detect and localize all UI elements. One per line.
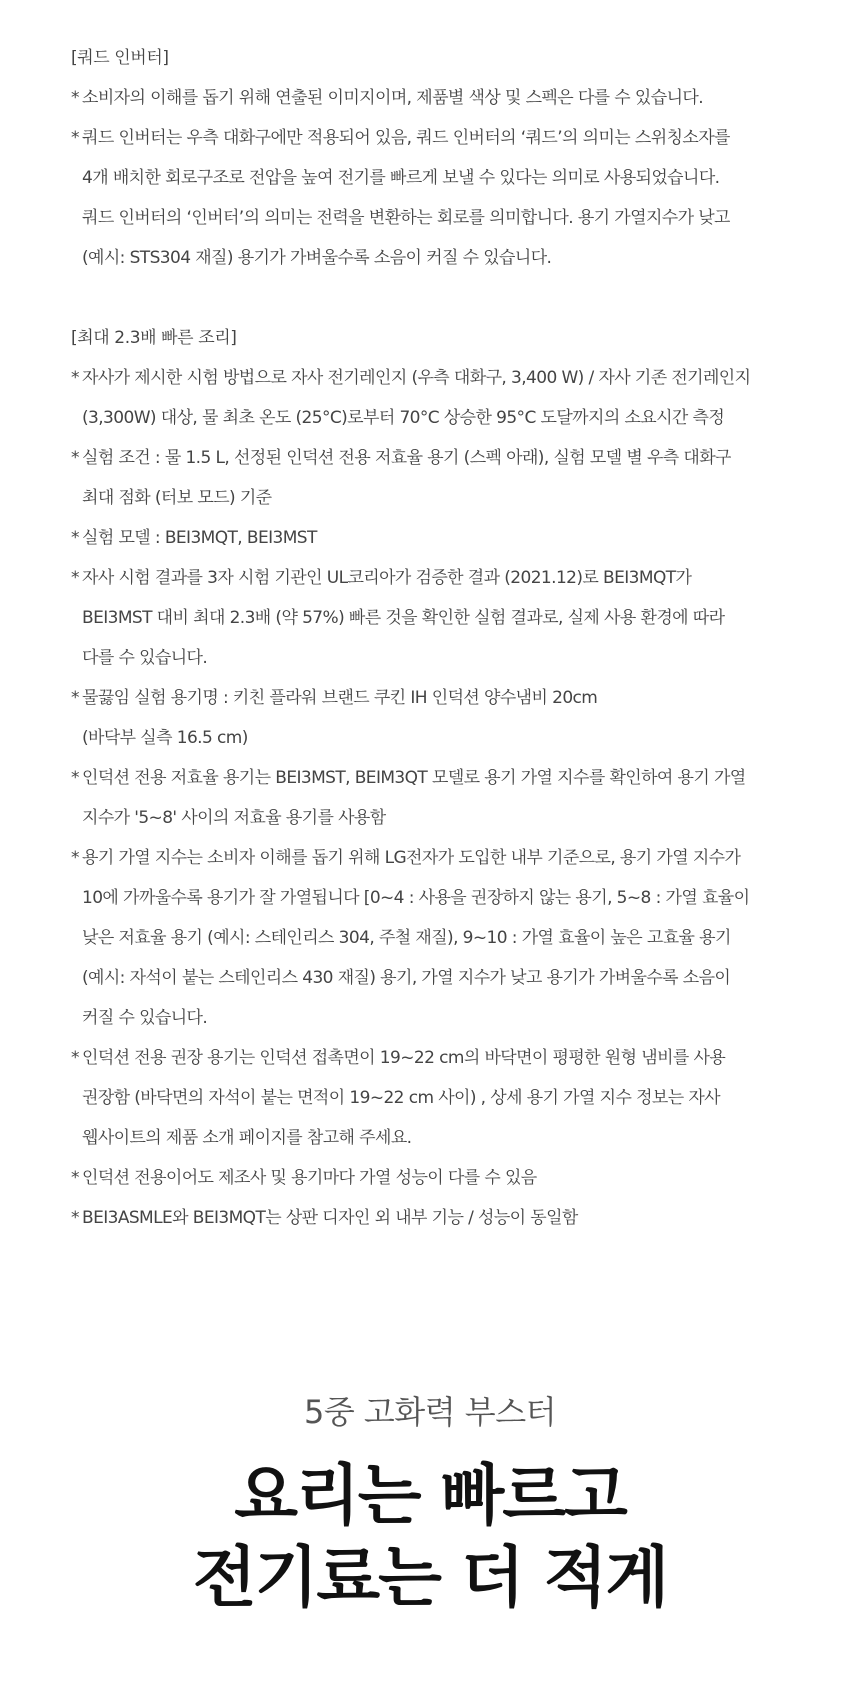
note-line: 웹사이트의 제품 소개 페이지를 참고해 주세요.	[82, 1128, 412, 1148]
note-line: 낮은 저효율 용기 (예시: 스테인리스 304, 주철 재질), 9~10 : 가열 효율이 높은 고효율 용기	[82, 928, 731, 948]
note-item	[71, 758, 801, 838]
note-item	[71, 1038, 801, 1158]
notes-section	[71, 38, 801, 278]
note-item	[71, 678, 801, 758]
note-line: (예시: 자석이 붙는 스테인리스 430 재질) 용기, 가열 지수가 낮고 용기가 가벼울수록 소음이	[82, 968, 731, 988]
note-item	[71, 1158, 801, 1198]
hero-title-line-2: 전기료는 더 적게	[192, 1539, 668, 1616]
note-line: * 인덕션 전용 저효율 용기는 BEI3MST, BEIM3QT 모델로 용기 가열 지수를 확인하여 용기 가열	[82, 768, 746, 788]
note-line: 최대 점화 (터보 모드) 기준	[82, 488, 272, 508]
note-item	[71, 358, 801, 438]
note-line: * 물끓임 실험 용기명 : 키친 플라워 브랜드 쿠킨 IH 인덕션 양수냄비 20cm	[82, 688, 598, 708]
note-line: 쿼드 인버터의 ‘인버터’의 의미는 전력을 변환하는 회로를 의미합니다. 용기 가열지수가 낮고	[82, 208, 730, 228]
note-line: 권장함 (바닥면의 자석이 붙는 면적이 19~22 cm 사이) , 상세 용기 가열 지수 정보는 자사	[82, 1088, 720, 1108]
note-line: * 소비자의 이해를 돕기 위해 연출된 이미지이며, 제품별 색상 및 스펙은 다를 수 있습니다.	[82, 88, 704, 108]
note-item	[71, 1198, 801, 1238]
note-item	[71, 558, 801, 678]
note-line: 다를 수 있습니다.	[82, 648, 208, 668]
disclaimer-notes	[71, 38, 801, 1238]
note-line: * 자사 시험 결과를 3자 시험 기관인 UL코리아가 검증한 결과 (2021.12)로 BEI3MQT가	[82, 568, 692, 588]
note-item	[71, 118, 801, 278]
note-line: * 실험 모델 : BEI3MQT, BEI3MST	[82, 528, 317, 548]
section-title: [최대 2.3배 빠른 조리]	[71, 328, 237, 348]
note-line: * 용기 가열 지수는 소비자 이해를 돕기 위해 LG전자가 도입한 내부 기준으로, 용기 가열 지수가	[82, 848, 741, 868]
note-line: 커질 수 있습니다.	[82, 1008, 208, 1028]
note-item	[71, 838, 801, 1038]
hero-title	[0, 1455, 860, 1619]
hero-title-line-1: 요리는 빠르고	[234, 1457, 626, 1534]
note-line: (예시: STS304 재질) 용기가 가벼울수록 소음이 커질 수 있습니다.	[82, 248, 552, 268]
note-line: (3,300W) 대상, 물 최초 온도 (25°C)로부터 70°C 상승한 95°C 도달까지의 소요시간 측정	[82, 408, 725, 428]
note-item	[71, 518, 801, 558]
notes-section	[71, 318, 801, 1238]
note-item	[71, 438, 801, 518]
note-line: * 실험 조건 : 물 1.5 L, 선정된 인덕션 전용 저효율 용기 (스펙 아래), 실험 모델 별 우측 대화구	[82, 448, 731, 468]
note-item	[71, 78, 801, 118]
note-line: 4개 배치한 회로구조로 전압을 높여 전기를 빠르게 보낼 수 있다는 의미로 사용되었습니다.	[82, 168, 720, 188]
note-line: * BEI3ASMLE와 BEI3MQT는 상판 디자인 외 내부 기능 / 성능이 동일함	[82, 1208, 578, 1228]
note-line: * 인덕션 전용 권장 용기는 인덕션 접촉면이 19~22 cm의 바닥면이 평평한 원형 냄비를 사용	[82, 1048, 726, 1068]
note-line: * 인덕션 전용이어도 제조사 및 용기마다 가열 성능이 다를 수 있음	[82, 1168, 537, 1188]
note-line: * 쿼드 인버터는 우측 대화구에만 적용되어 있음, 쿼드 인버터의 ‘쿼드’의 의미는 스위칭소자를	[82, 128, 730, 148]
hero-subtitle: 5중 고화력 부스터	[303, 1393, 557, 1431]
note-line: 지수가 '5~8' 사이의 저효율 용기를 사용함	[82, 808, 386, 828]
note-line: (바닥부 실측 16.5 cm)	[82, 728, 248, 748]
note-line: * 자사가 제시한 시험 방법으로 자사 전기레인지 (우측 대화구, 3,400 W) / 자사 기존 전기레인지	[82, 368, 751, 388]
section-title: [쿼드 인버터]	[71, 48, 169, 68]
note-line: BEI3MST 대비 최대 2.3배 (약 57%) 빠른 것을 확인한 실험 결과로, 실제 사용 환경에 따라	[82, 608, 725, 628]
note-line: 10에 가까울수록 용기가 잘 가열됩니다 [0~4 : 사용을 권장하지 않는 용기, 5~8 : 가열 효율이	[82, 888, 750, 908]
